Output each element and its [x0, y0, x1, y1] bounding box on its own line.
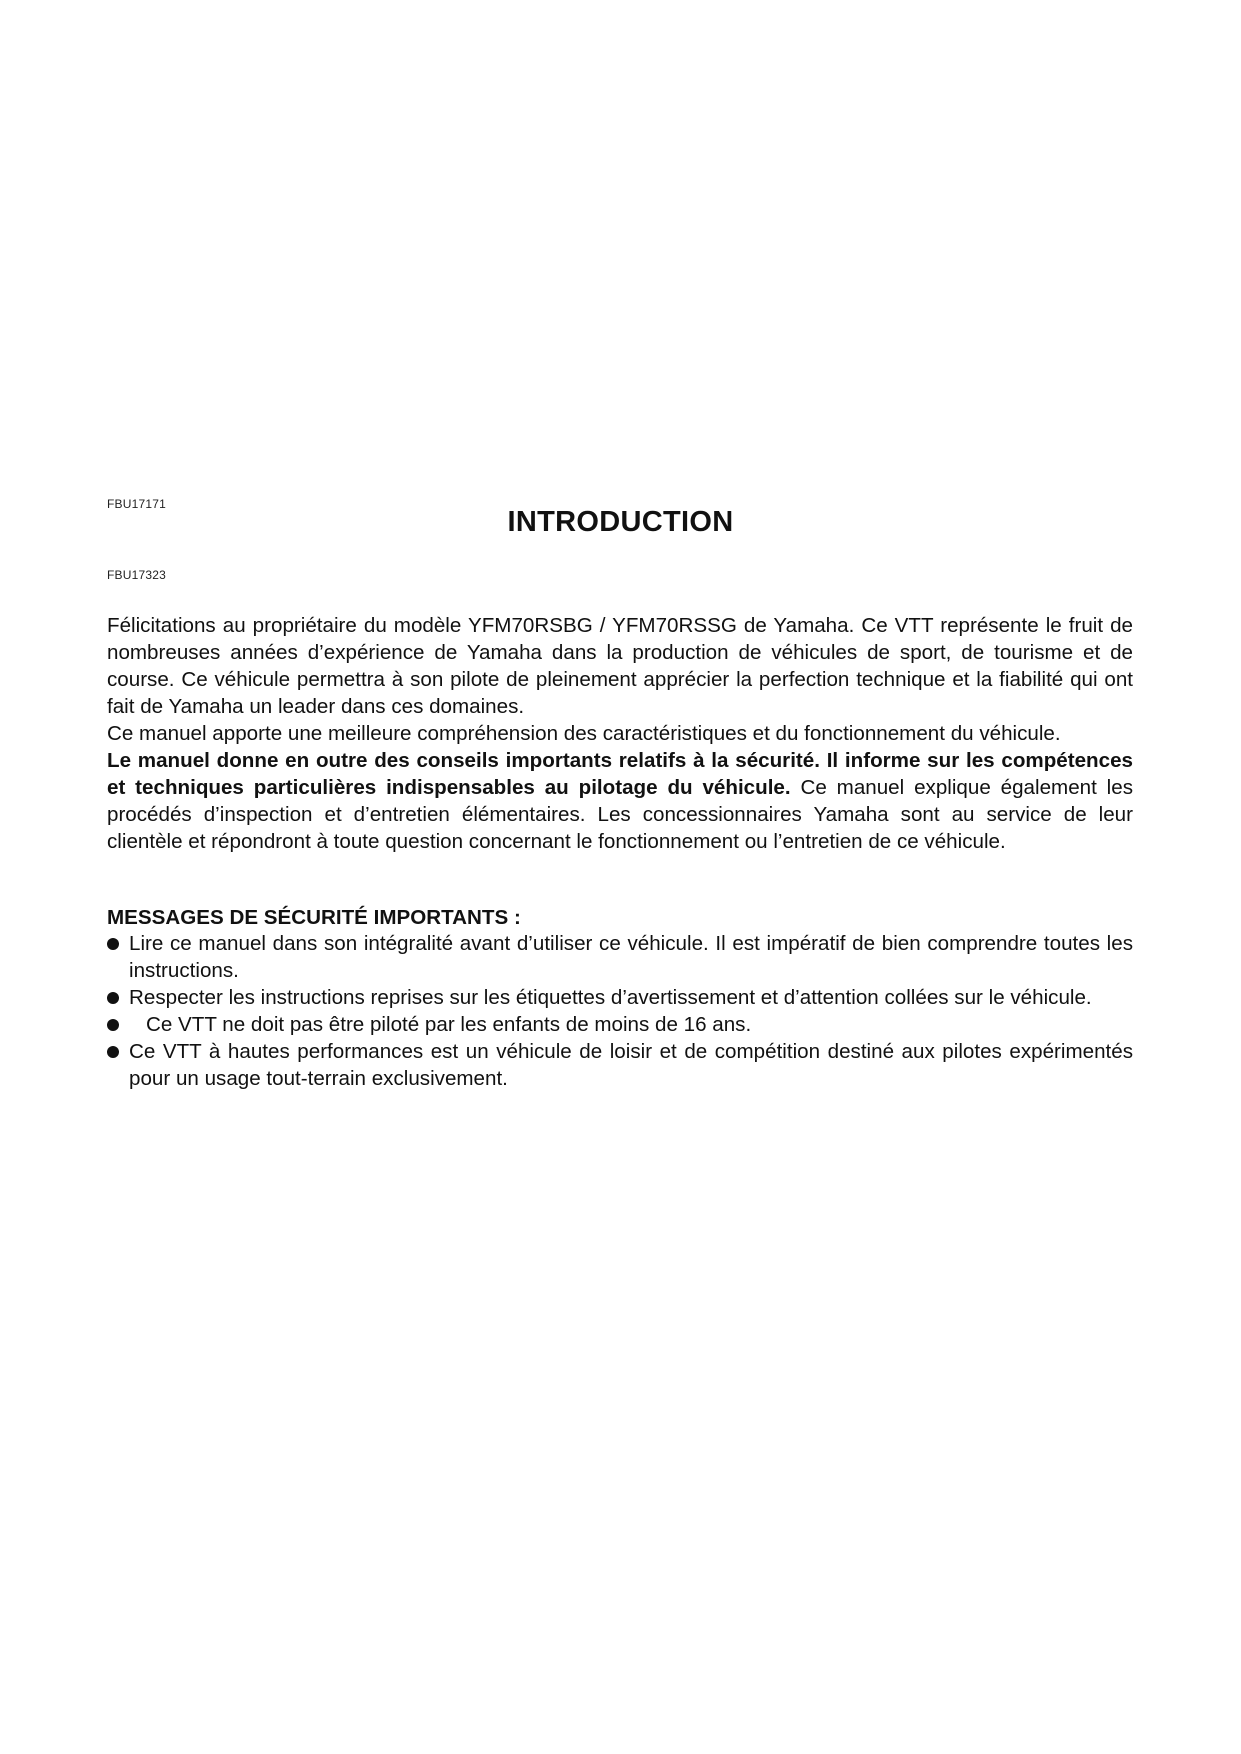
intro-body	[107, 612, 1133, 855]
bullet-dot-icon	[107, 1046, 119, 1058]
safety-heading: MESSAGES DE SÉCURITÉ IMPORTANTS :	[107, 906, 521, 929]
section-code-second: FBU17323	[107, 568, 166, 582]
section-code-top: FBU17171	[107, 497, 166, 511]
safety-list-item	[107, 930, 1133, 984]
intro-paragraph-3-bold: Le manuel donne en outre des conseils importants relatifs à la sécurité. Il informe sur les compétences et techniques particulières indispensables au pilotage du véhicule.	[107, 749, 1133, 799]
safety-item-text: Lire ce manuel dans son intégralité avant d’utiliser ce véhicule. Il est impératif de bien comprendre toutes les instructions.	[129, 932, 1133, 982]
page-title	[0, 506, 1241, 539]
safety-list-item	[107, 984, 1133, 1011]
page-title-text: INTRODUCTION	[507, 506, 734, 538]
bullet-dot-icon	[107, 938, 119, 950]
safety-item-text: Respecter les instructions reprises sur les étiquettes d’avertissement et d’attention collées sur le véhicule.	[129, 986, 1092, 1009]
safety-list	[107, 930, 1133, 1092]
intro-paragraph-1: Félicitations au propriétaire du modèle YFM70RSBG / YFM70RSSG de Yamaha. Ce VTT représente le fruit de nombreuses années d’expérience de Yamaha dans la production de véhicules de sport, de tourisme et de course. Ce véhicule permettra à son pilote de pleinement apprécier la perfection technique et la fiabilité qui ont fait de Yamaha un leader dans ces domaines.	[107, 614, 1133, 718]
bullet-dot-icon	[107, 992, 119, 1004]
safety-item-text: Ce VTT à hautes performances est un véhicule de loisir et de compétition destiné aux pilotes expérimentés pour un usage tout-terrain exclusivement.	[129, 1040, 1133, 1090]
safety-item-text: Ce VTT ne doit pas être piloté par les enfants de moins de 16 ans.	[146, 1013, 752, 1036]
bullet-dot-icon	[107, 1019, 119, 1031]
intro-paragraph-3	[107, 747, 1133, 855]
intro-paragraph-2: Ce manuel apporte une meilleure compréhension des caractéristiques et du fonctionnement du véhicule.	[107, 722, 1061, 745]
intro-paragraph-3-rest: Ce manuel explique également les procédés d’inspection et d’entretien élémentaires. Les concessionnaires Yamaha sont au service de leur clientèle et répondront à toute question concernant le fonctionnement ou l’entretien de ce véhicule.	[107, 776, 1134, 853]
safety-list-item	[107, 1011, 1133, 1038]
safety-list-item	[107, 1038, 1133, 1092]
